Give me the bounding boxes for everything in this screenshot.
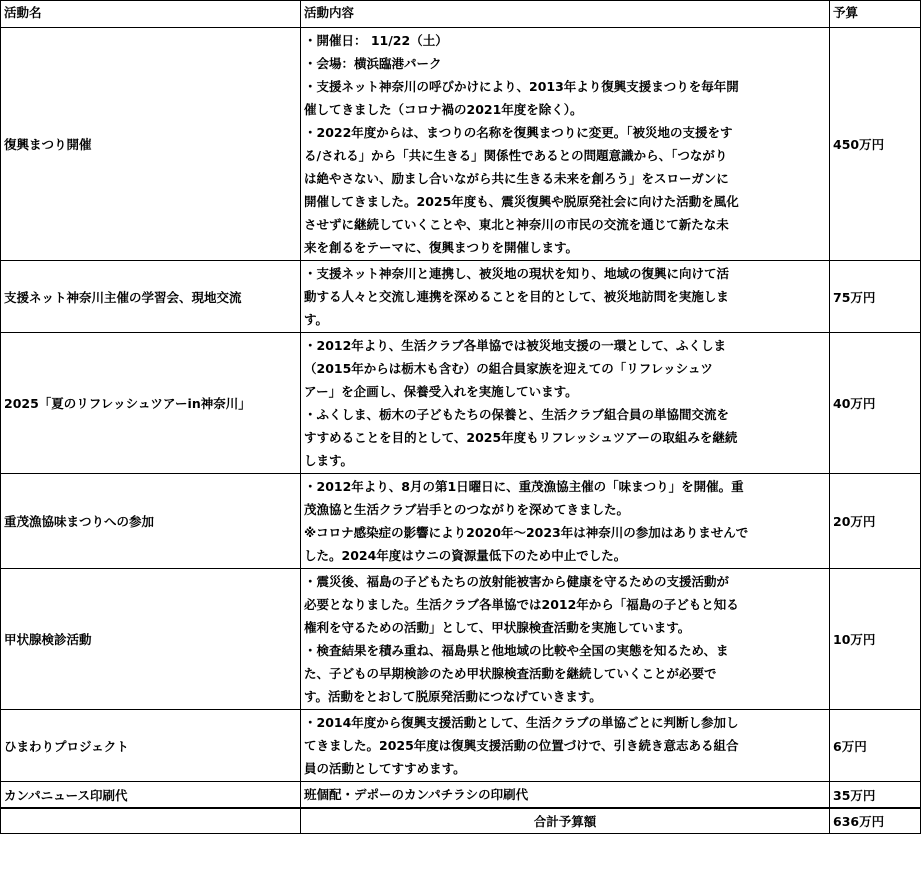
content-line: ・検査結果を積み重ね、福島県と他地域の比較や全国の実態を知るため、ま xyxy=(304,643,729,658)
content-line: ・2014年度から復興支援活動として、生活クラブの単協ごとに判断し参加し xyxy=(304,715,739,730)
activity-content xyxy=(301,261,830,333)
activity-name: 支援ネット神奈川主催の学習会、現地交流 xyxy=(1,261,301,333)
content-line: アー」を企画し、保養受入れを実施しています。 xyxy=(304,384,578,399)
total-row xyxy=(1,808,921,834)
activity-content xyxy=(301,710,830,782)
table-row xyxy=(1,782,921,809)
activity-budget: 40万円 xyxy=(830,333,921,474)
content-line: 開催してきました。2025年度も、震災復興や脱原発社会に向けた活動を風化 xyxy=(304,194,739,209)
content-line: 茂漁協と生活クラブ岩手とのつながりを深めてきました。 xyxy=(304,502,630,517)
table-body xyxy=(1,28,921,809)
content-line: 催してきました（コロナ禍の2021年度を除く）。 xyxy=(304,102,583,117)
content-line: すすめることを目的として、2025年度もリフレッシュツアーの取組みを継続 xyxy=(304,430,738,445)
content-line: 員の活動としてすすめます。 xyxy=(304,761,466,776)
content-line: ・開催日： 11/22（土） xyxy=(304,33,448,48)
content-line: ・震災後、福島の子どもたちの放射能被害から健康を守るための支援活動が xyxy=(304,574,730,589)
activity-name: カンパニュース印刷代 xyxy=(1,782,301,809)
total-value: 636万円 xyxy=(830,808,921,834)
content-line: る/される」から「共に生きる」関係性であるとの問題意識から、「つながり xyxy=(304,148,728,163)
content-line: 必要となりました。生活クラブ各単協では2012年から「福島の子どもと知る xyxy=(304,597,739,612)
activity-content xyxy=(301,782,830,809)
activity-name: 復興まつり開催 xyxy=(1,28,301,261)
content-line: す。活動をとおして脱原発活動につなげていきます。 xyxy=(304,689,602,704)
activity-name: 2025「夏のリフレッシュツアーin神奈川」 xyxy=(1,333,301,474)
header-activity-content: 活動内容 xyxy=(301,1,830,28)
content-line: す。 xyxy=(304,312,329,327)
table-row xyxy=(1,261,921,333)
content-line: た、子どもの早期検診のため甲状腺検査活動を継続していくことが必要で xyxy=(304,666,717,681)
content-line: ・支援ネット神奈川と連携し、被災地の現状を知り、地域の復興に向けて活 xyxy=(304,266,730,281)
content-line: した。2024年度はウニの資源量低下のため中止でした。 xyxy=(304,548,627,563)
activity-content xyxy=(301,333,830,474)
header-activity-name: 活動名 xyxy=(1,1,301,28)
content-line: てきました。2025年度は復興支援活動の位置づけで、引き続き意志ある組合 xyxy=(304,738,739,753)
content-line: 来を創るをテーマに、復興まつりを開催します。 xyxy=(304,240,579,255)
content-line: ・支援ネット神奈川の呼びかけにより、2013年より復興支援まつりを毎年開 xyxy=(304,79,739,94)
content-line: ・2012年より、生活クラブ各単協では被災地支援の一環として、ふくしま xyxy=(304,338,727,353)
activity-content xyxy=(301,474,830,569)
content-line: 動する人々と交流し連携を深めることを目的として、被災地訪問を実施しま xyxy=(304,289,729,304)
table-row xyxy=(1,710,921,782)
total-blank-cell xyxy=(1,808,301,834)
activity-budget: 35万円 xyxy=(830,782,921,809)
table-row xyxy=(1,28,921,261)
content-line: は絶やさない、励まし合いながら共に生きる未来を創ろう」をスローガンに xyxy=(304,171,729,186)
activity-budget: 10万円 xyxy=(830,569,921,710)
content-line: ・2012年より、8月の第1日曜日に、重茂漁協主催の「味まつり」を開催。重 xyxy=(304,479,744,494)
content-line: （2015年からは栃木も含む）の組合員家族を迎えての「リフレッシュツ xyxy=(304,361,713,376)
table-row xyxy=(1,569,921,710)
activity-name: 甲状腺検診活動 xyxy=(1,569,301,710)
content-line: ※コロナ感染症の影響により2020年～2023年は神奈川の参加はありませんで xyxy=(304,525,749,540)
content-line: ・2022年度からは、まつりの名称を復興まつりに変更。「被災地の支援をす xyxy=(304,125,733,140)
activity-budget: 450万円 xyxy=(830,28,921,261)
activity-budget: 75万円 xyxy=(830,261,921,333)
content-line: ・会場：横浜臨港パーク xyxy=(304,56,442,71)
activity-content xyxy=(301,569,830,710)
header-budget: 予算 xyxy=(830,1,921,28)
activity-content xyxy=(301,28,830,261)
header-row xyxy=(1,1,921,28)
total-label: 合計予算額 xyxy=(301,808,830,834)
content-line: 班個配・デポーのカンパチラシの印刷代 xyxy=(304,787,529,802)
table-row xyxy=(1,333,921,474)
activity-name: ひまわりプロジェクト xyxy=(1,710,301,782)
activity-name: 重茂漁協味まつりへの参加 xyxy=(1,474,301,569)
content-line: します。 xyxy=(304,453,354,468)
content-line: ・ふくしま、栃木の子どもたちの保養と、生活クラブ組合員の単協間交流を xyxy=(304,407,730,422)
table-row xyxy=(1,474,921,569)
activity-budget: 6万円 xyxy=(830,710,921,782)
activity-budget: 20万円 xyxy=(830,474,921,569)
content-line: 権利を守るための活動」として、甲状腺検査活動を実施しています。 xyxy=(304,620,691,635)
content-line: させずに継続していくことや、東北と神奈川の市民の交流を通じて新たな未 xyxy=(304,217,729,232)
